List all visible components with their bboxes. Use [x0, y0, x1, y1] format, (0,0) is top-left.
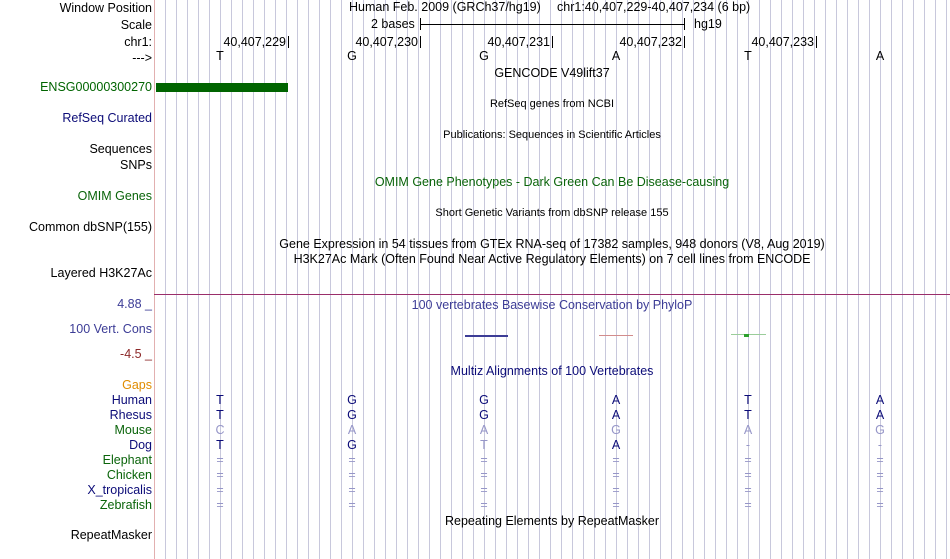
genome-title: Human Feb. 2009 (GRCh37/hg19): [349, 0, 541, 14]
position-text: chr1:40,407,229-40,407,234 (6 bp): [557, 0, 751, 14]
grid-line: [847, 0, 848, 559]
grid-line: [935, 0, 936, 559]
refseq-track-title: RefSeq genes from NCBI: [489, 98, 615, 110]
scale-label: Scale: [120, 18, 152, 32]
multiz-track-title: Multiz Alignments of 100 Vertebrates: [450, 364, 654, 378]
alignment-base: A: [611, 438, 621, 452]
alignment-base: A: [875, 408, 885, 422]
grid-line: [583, 0, 584, 559]
omim-track-title: OMIM Gene Phenotypes - Dark Green Can Be Disease-causing: [374, 175, 730, 189]
grid-line: [693, 0, 694, 559]
grid-line: [495, 0, 496, 559]
grid-line: [759, 0, 760, 559]
alignment-base: =: [876, 498, 884, 512]
species-label[interactable]: Mouse: [114, 423, 152, 437]
grid-line: [770, 0, 771, 559]
alignment-base: G: [875, 423, 885, 437]
alignment-base: A: [743, 423, 753, 437]
phylop-signal-positive: [465, 335, 508, 337]
alignment-base: =: [744, 498, 752, 512]
species-label[interactable]: Elephant: [102, 453, 152, 467]
alignment-base: A: [875, 393, 885, 407]
grid-line: [638, 0, 639, 559]
grid-line: [319, 0, 320, 559]
alignment-base: =: [216, 498, 224, 512]
gencode-gene-label[interactable]: ENSG00000300270: [40, 80, 152, 94]
grid-line: [803, 0, 804, 559]
species-label[interactable]: X_tropicalis: [87, 483, 152, 497]
h3k27ac-baseline: [154, 294, 950, 295]
species-label[interactable]: Human: [111, 393, 152, 407]
coordinate-label: 40,407,233: [751, 35, 814, 49]
grid-line: [704, 0, 705, 559]
window-position-label: Window Position: [59, 1, 152, 15]
grid-line: [825, 0, 826, 559]
alignment-base: =: [876, 483, 884, 497]
alignment-base: =: [348, 483, 356, 497]
grid-line: [792, 0, 793, 559]
phylop-signal-peak: [744, 334, 749, 337]
alignment-base: =: [744, 483, 752, 497]
reference-base: T: [744, 49, 752, 63]
alignment-base: =: [480, 453, 488, 467]
reference-base: A: [611, 49, 621, 63]
alignment-base: T: [480, 438, 488, 452]
alignment-base: A: [479, 423, 489, 437]
species-label[interactable]: Chicken: [106, 468, 152, 482]
scale-text: 2 bases: [371, 17, 415, 31]
coordinate-label: 40,407,229: [223, 35, 286, 49]
grid-line: [396, 0, 397, 559]
species-label[interactable]: Dog: [129, 438, 152, 452]
alignment-base: =: [348, 453, 356, 467]
coordinate-label: 40,407,231: [487, 35, 550, 49]
alignment-base: =: [612, 498, 620, 512]
alignment-base: C: [215, 423, 225, 437]
grid-line: [572, 0, 573, 559]
alignment-base: =: [348, 498, 356, 512]
label-column-divider: [154, 0, 155, 559]
alignment-base: =: [876, 453, 884, 467]
refseq-track-label[interactable]: RefSeq Curated: [62, 111, 152, 125]
grid-line: [517, 0, 518, 559]
assembly-text: hg19: [694, 17, 722, 31]
omim-track-label[interactable]: OMIM Genes: [77, 189, 152, 203]
grid-line: [550, 0, 551, 559]
alignment-base: G: [611, 423, 621, 437]
grid-line: [671, 0, 672, 559]
reference-base: G: [347, 49, 357, 63]
alignment-base: =: [480, 483, 488, 497]
grid-line: [726, 0, 727, 559]
alignment-base: G: [479, 408, 489, 422]
alignment-base: T: [216, 408, 224, 422]
alignment-base: =: [612, 468, 620, 482]
alignment-base: =: [480, 498, 488, 512]
grid-line: [506, 0, 507, 559]
coordinate-tick: [684, 36, 685, 48]
phylop-track-label[interactable]: 100 Vert. Cons: [69, 322, 152, 336]
multiz-gaps-label[interactable]: Gaps: [122, 378, 152, 392]
grid-line: [660, 0, 661, 559]
grid-line: [891, 0, 892, 559]
grid-line: [902, 0, 903, 559]
grid-line: [682, 0, 683, 559]
grid-line: [627, 0, 628, 559]
grid-line: [462, 0, 463, 559]
grid-line: [561, 0, 562, 559]
dbsnp-track-label[interactable]: Common dbSNP(155): [29, 220, 152, 234]
h3k27ac-track-label[interactable]: Layered H3K27Ac: [50, 266, 152, 280]
scale-bar: [420, 17, 685, 31]
grid-line: [858, 0, 859, 559]
alignment-base: -: [745, 438, 751, 452]
alignment-base: G: [347, 408, 357, 422]
grid-line: [374, 0, 375, 559]
alignment-base: =: [876, 468, 884, 482]
alignment-base: =: [216, 483, 224, 497]
reference-base: A: [875, 49, 885, 63]
alignment-base: =: [348, 468, 356, 482]
alignment-base: =: [744, 468, 752, 482]
reference-base: G: [479, 49, 489, 63]
sequences-track-label[interactable]: Sequences: [89, 142, 152, 156]
repeatmasker-track-label[interactable]: RepeatMasker: [70, 528, 152, 542]
grid-line: [330, 0, 331, 559]
grid-line: [715, 0, 716, 559]
alignment-base: A: [611, 393, 621, 407]
alignment-base: =: [612, 453, 620, 467]
alignment-base: =: [744, 453, 752, 467]
grid-line: [594, 0, 595, 559]
alignment-base: T: [216, 438, 224, 452]
phylop-signal-negative: [599, 335, 633, 336]
phylop-track-title: 100 vertebrates Basewise Conservation by PhyloP: [411, 298, 693, 312]
coordinate-tick: [552, 36, 553, 48]
alignment-base: =: [480, 468, 488, 482]
grid-line: [451, 0, 452, 559]
grid-line: [440, 0, 441, 559]
grid-line: [814, 0, 815, 559]
alignment-base: -: [877, 438, 883, 452]
coordinate-label: 40,407,230: [355, 35, 418, 49]
alignment-base: T: [216, 393, 224, 407]
grid-line: [924, 0, 925, 559]
alignment-base: =: [216, 468, 224, 482]
grid-line: [407, 0, 408, 559]
alignment-base: G: [479, 393, 489, 407]
alignment-base: =: [612, 483, 620, 497]
phylop-max-label: 4.88 _: [117, 297, 152, 311]
alignment-base: A: [611, 408, 621, 422]
gencode-track-title: GENCODE V49lift37: [494, 66, 610, 80]
coordinate-label: 40,407,232: [619, 35, 682, 49]
alignment-base: G: [347, 438, 357, 452]
gtex-track-title: Gene Expression in 54 tissues from GTEx RNA-seq of 17382 samples, 948 donors (V8, Aug 2019): [279, 237, 825, 251]
repeatmasker-track-title: Repeating Elements by RepeatMasker: [444, 514, 659, 528]
phylop-min-label: -4.5 _: [120, 347, 152, 361]
alignment-base: A: [347, 423, 357, 437]
chrom-label: chr1:: [124, 35, 152, 49]
alignment-base: T: [744, 393, 752, 407]
dbsnp-track-title: Short Genetic Variants from dbSNP release 155: [435, 207, 669, 219]
grid-line: [781, 0, 782, 559]
coordinate-tick: [288, 36, 289, 48]
gencode-gene-feature[interactable]: [156, 83, 288, 92]
grid-line: [539, 0, 540, 559]
coordinate-tick: [816, 36, 817, 48]
grid-line: [649, 0, 650, 559]
alignment-base: G: [347, 393, 357, 407]
alignment-base: =: [216, 453, 224, 467]
strand-label: --->: [132, 51, 152, 65]
grid-line: [297, 0, 298, 559]
alignment-base: T: [744, 408, 752, 422]
grid-line: [385, 0, 386, 559]
h3k27ac-track-title: H3K27Ac Mark (Often Found Near Active Regulatory Elements) on 7 cell lines from ENCODE: [293, 252, 811, 266]
species-label[interactable]: Rhesus: [109, 408, 152, 422]
grid-line: [946, 0, 947, 559]
species-label[interactable]: Zebrafish: [99, 498, 152, 512]
publications-track-title: Publications: Sequences in Scientific Articles: [443, 129, 661, 141]
grid-line: [429, 0, 430, 559]
grid-line: [528, 0, 529, 559]
reference-base: T: [216, 49, 224, 63]
snps-track-label[interactable]: SNPs: [120, 158, 152, 172]
grid-line: [308, 0, 309, 559]
coordinate-tick: [420, 36, 421, 48]
grid-line: [418, 0, 419, 559]
grid-line: [363, 0, 364, 559]
grid-line: [836, 0, 837, 559]
grid-line: [913, 0, 914, 559]
